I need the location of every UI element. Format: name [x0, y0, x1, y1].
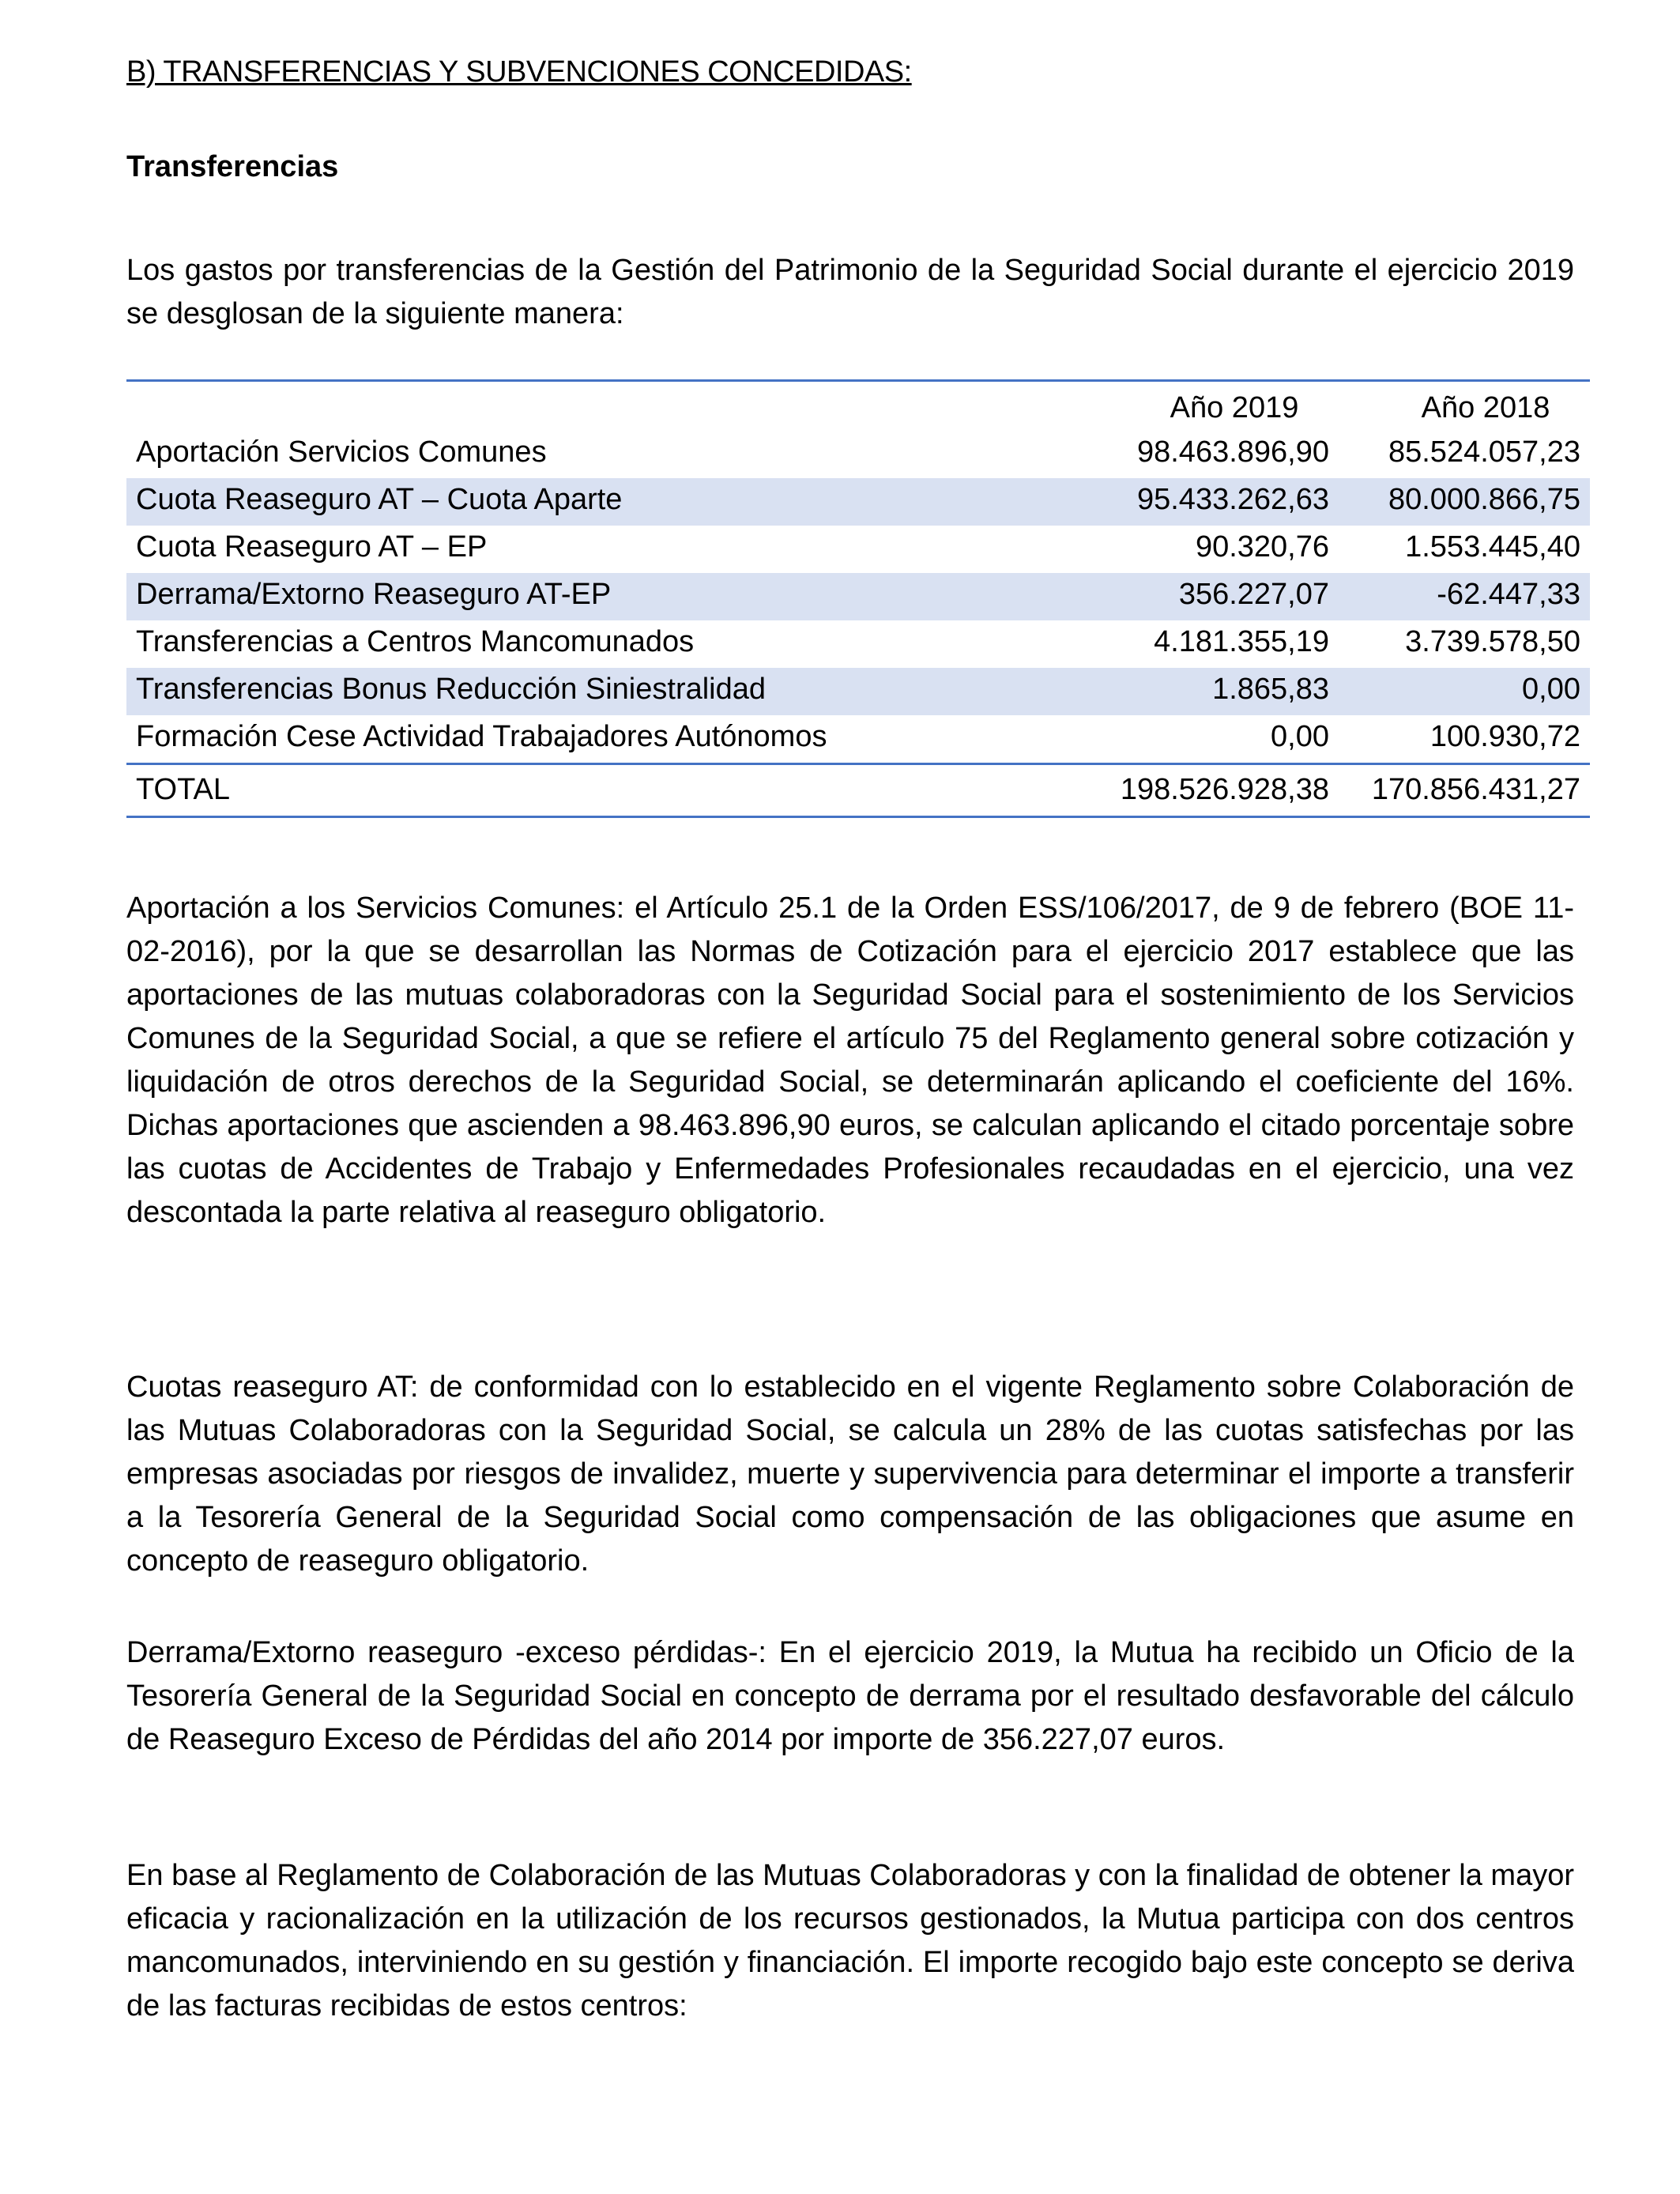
row-label: Aportación Servicios Comunes	[136, 435, 547, 469]
row-value-2018: 100.930,72	[1430, 720, 1580, 753]
header-year-2018: Año 2018	[1421, 391, 1550, 424]
table-row	[126, 573, 1590, 620]
row-value-2019: 0,00	[1271, 720, 1329, 753]
total-value-2018: 170.856.431,27	[1371, 773, 1580, 806]
row-value-2019: 98.463.896,90	[1136, 435, 1329, 469]
table-row	[126, 715, 1590, 763]
row-label: Derrama/Extorno Reaseguro AT-EP	[136, 578, 612, 611]
row-value-2018: -62.447,33	[1437, 578, 1580, 611]
table-row	[126, 526, 1590, 573]
total-label: TOTAL	[136, 773, 230, 806]
header-year-2019: Año 2019	[1170, 391, 1299, 424]
paragraph-servicios-comunes: Aportación a los Servicios Comunes: el Artículo 25.1 de la Orden ESS/106/2017, de 9 de febrero (BOE 11-02-2016), por la que se desarrollan las Normas de Cotización para el ejercicio 2017 establece que las aportaciones de las mutuas colaboradoras con la Seguridad Social para el sostenimiento de los Servicios Comunes de la Seguridad Social, a que se refiere el artículo 75 del Reglamento general sobre cotización y liquidación de otros derechos de la Seguridad Social, se determinarán aplicando el coeficiente del 16%. Dichas aportaciones que ascienden a 98.463.896,90 euros, se calculan aplicando el citado porcentaje sobre las cuotas de Accidentes de Trabajo y Enfermedades Profesionales recaudadas en el ejercicio, una vez descontada la parte relativa al reaseguro obligatorio.	[126, 892, 1574, 1229]
row-label: Formación Cese Actividad Trabajadores Autónomos	[136, 720, 827, 753]
row-value-2018: 1.553.445,40	[1405, 530, 1580, 564]
table-header-row	[126, 379, 1590, 431]
row-value-2018: 3.739.578,50	[1405, 625, 1580, 658]
row-value-2018: 85.524.057,23	[1388, 435, 1580, 469]
total-value-2019: 198.526.928,38	[1120, 773, 1329, 806]
transfers-table	[126, 379, 1590, 818]
row-value-2019: 90.320,76	[1195, 530, 1329, 564]
paragraph-cuotas-reaseguro: Cuotas reaseguro AT: de conformidad con lo establecido en el vigente Reglamento sobre Colaboración de las Mutuas Colaboradoras con la Seguridad Social, se calcula un 28% de las cuotas satisfechas por las empresas asociadas por riesgos de invalidez, muerte y supervivencia para determinar el importe a transferir a la Tesorería General de la Seguridad Social como compensación de las obligaciones que asume en concepto de reaseguro obligatorio.	[126, 1370, 1574, 1578]
row-label: Cuota Reaseguro AT – EP	[136, 530, 488, 564]
row-value-2019: 95.433.262,63	[1136, 483, 1329, 516]
table-row	[126, 478, 1590, 526]
row-value-2018: 0,00	[1522, 673, 1580, 706]
table-row	[126, 431, 1590, 478]
row-label: Transferencias Bonus Reducción Siniestralidad	[136, 673, 767, 706]
subheading-transferencias: Transferencias	[126, 150, 339, 183]
section-title: B) TRANSFERENCIAS Y SUBVENCIONES CONCEDIDAS:	[126, 55, 912, 89]
paragraph-derrama-extorno: Derrama/Extorno reaseguro -exceso pérdidas-: En el ejercicio 2019, la Mutua ha recibido un Oficio de la Tesorería General de la Seguridad Social en concepto de derrama por el resultado desfavorable del cálculo de Reaseguro Exceso de Pérdidas del año 2014 por importe de 356.227,07 euros.	[126, 1636, 1574, 1756]
row-value-2019: 356.227,07	[1178, 578, 1329, 611]
row-value-2019: 4.181.355,19	[1154, 625, 1329, 658]
table-row	[126, 668, 1590, 715]
paragraph-centros-mancomunados: En base al Reglamento de Colaboración de las Mutuas Colaboradoras y con la finalidad de obtener la mayor eficacia y racionalización en la utilización de los recursos gestionados, la Mutua participa con dos centros mancomunados, interviniendo en su gestión y financiación. El importe recogido bajo este concepto se deriva de las facturas recibidas de estos centros:	[126, 1859, 1574, 2022]
intro-paragraph: Los gastos por transferencias de la Gestión del Patrimonio de la Seguridad Social durante el ejercicio 2019 se desglosan de la siguiente manera:	[126, 254, 1574, 330]
row-label: Transferencias a Centros Mancomunados	[136, 625, 695, 658]
row-value-2019: 1.865,83	[1212, 673, 1329, 706]
table-total-row	[126, 763, 1590, 818]
table-row	[126, 620, 1590, 668]
row-value-2018: 80.000.866,75	[1388, 483, 1580, 516]
row-label: Cuota Reaseguro AT – Cuota Aparte	[136, 483, 623, 516]
